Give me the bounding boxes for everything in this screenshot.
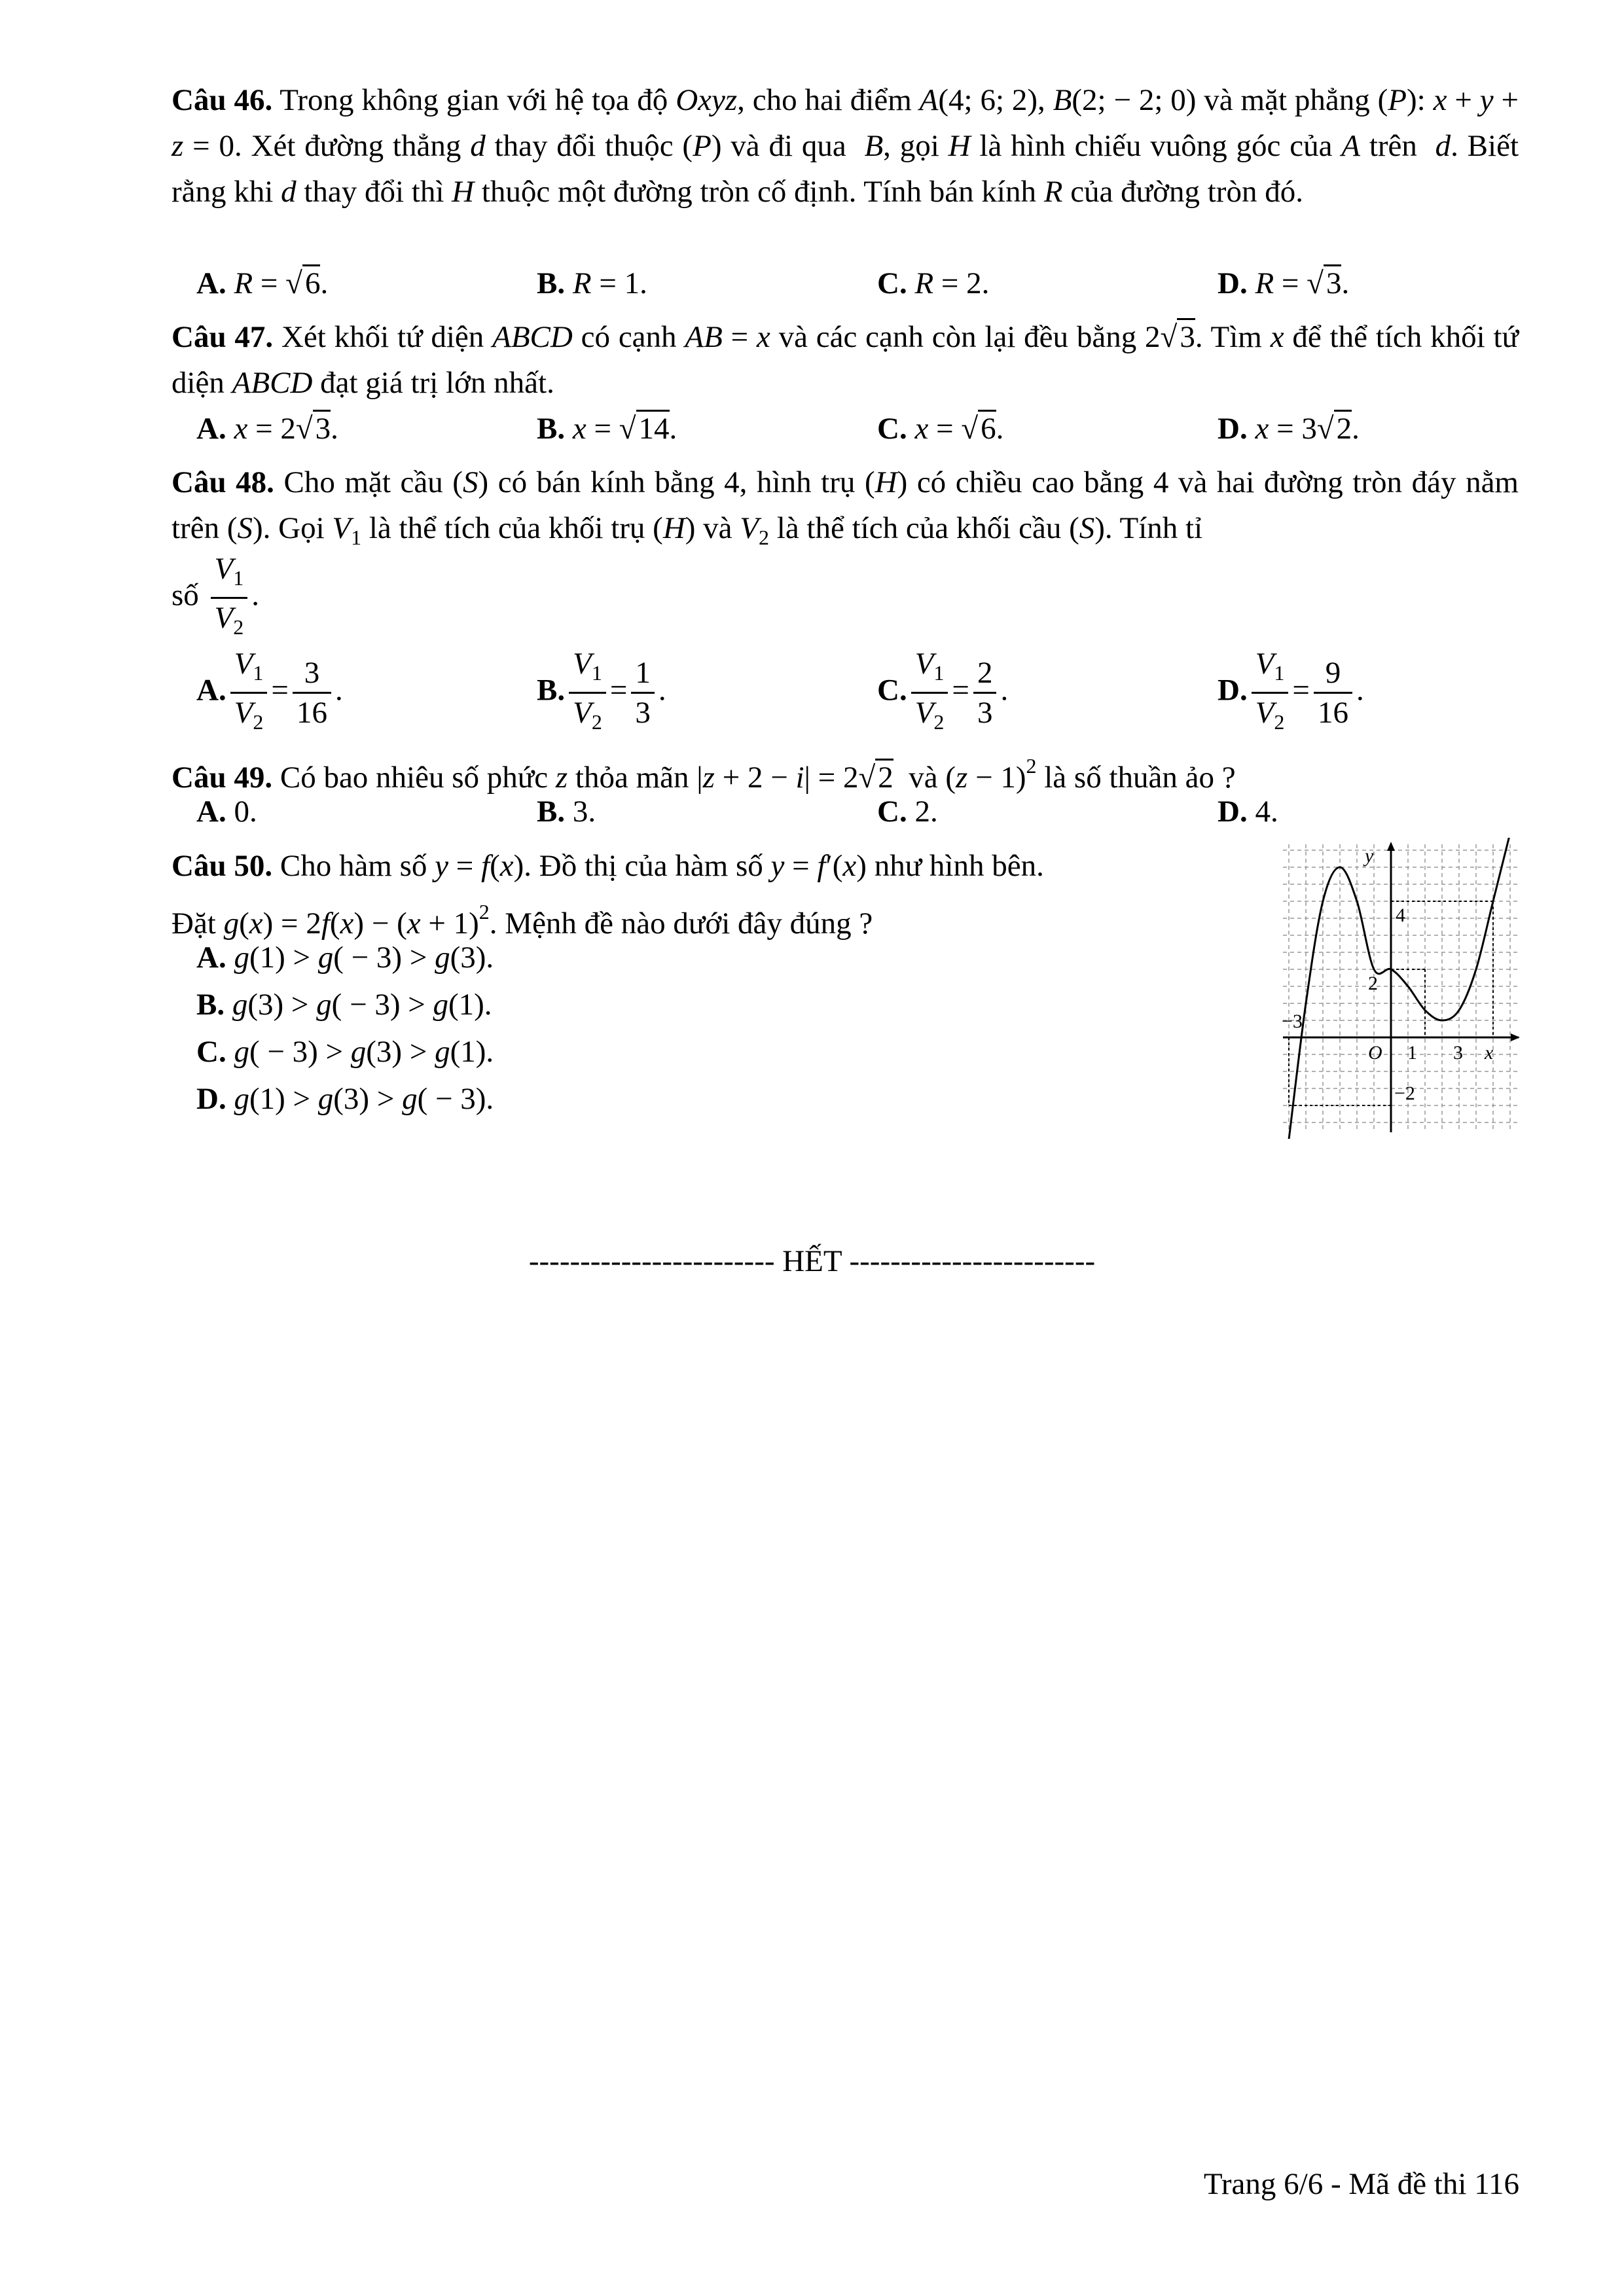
question-50: Câu 50. Cho hàm số y = f(x). Đồ thị của hàm số y = f′(x) như hình bên. Đặt $g(x) = 2f(x) - (x + 1)^2$. Mệnh đề nào dưới đây đúng ?: [171, 849, 1044, 941]
question-label: Câu 50.: [171, 849, 273, 883]
exam-page: Câu 46. Trong không gian với hệ tọa độ Oxyz, cho hai điểm A(4; 6; 2), B(2; − 2; 0) và mặt phẳng (P): x + y + z = 0. Xét đường thẳng d thay đổi thuộc (P) và đi qua B, gọi H là hình chiếu vuông góc của A trên d. Biết rằng khi d thay đổi thì H thuộc một đường tròn cố định. Tính bán kính R của đường tròn đó. A. R = √6. B. R = 1. C. R = 2. D. R = √3. Câu 47. Xét khối tứ diện ABCD có cạnh AB = x và các cạnh còn lại đều bằng 2√3. Tìm x để thể tích khối tứ diện ABCD đạt giá trị lớn nhất. A. x = 2√3. B. x = √14. C. x = √6. D. x = 3√2. Câu 48. Cho mặt cầu (S) có bán kính bằng 4, hình trụ (H) có chiều cao bằng 4 và hai đường tròn đáy nằm trên (S). Gọi $V_1$ là thể tích của khối trụ (H) và $V_2$ là thể tích của khối cầu (S). Tính tỉ số $\frac{V_1}{V_2}$ . A. $\frac{V_1}{V_2}$ = $\frac{3}{16}$ . B. $\frac{V_1}{V_2}$ = $\frac{1}{3}$ . C. $\frac{V_1}{V_2}$ = $\frac{2}{3}$ . D. $\frac{V_1}{V_2}$ = $\frac{9}{16}$ . Câu 49. Có bao nhiêu số phức z thỏa mãn |z + 2 − i| = 2√2 và $(z - 1)^2$ là số thuần ảo ? A. 0. B. 3. C. 2. D. 4. Câu 50. Cho hàm số y = f(x). Đồ thị của hàm số y = f′(x) như hình bên. Đặt $g(x) = 2f(x) - (x + 1)^2$. Mệnh đề nào dưới đây đúng ? A. g(1) > g( − 3) > g(3). B. g(3) > g( − 3) > g(1). C. g( − 3) > g(3) > g(1). D. g(1) > g(3) > g( − 3). y x O 1 3 −3 4 2 −2 ------------------------ HẾT ------------------------ Trang 6/6 - Mã đề thi 116: [0, 0, 1624, 2296]
tick-y-2: 2: [1368, 973, 1378, 994]
end-marker: ------------------------ HẾT ------------------------: [528, 1244, 1096, 1278]
tick-x-3: 3: [1453, 1042, 1463, 1064]
question-label: Câu 49.: [171, 761, 273, 795]
tick-y-neg2: −2: [1394, 1083, 1415, 1104]
tick-x-neg3: −3: [1282, 1011, 1303, 1032]
x-axis-arrow: [1511, 1033, 1520, 1041]
question-label: Câu 46.: [171, 83, 273, 117]
question-label: Câu 48.: [171, 465, 274, 499]
question-47: Câu 47. Xét khối tứ diện ABCD có cạnh AB = x và các cạnh còn lại đều bằng 2√3. Tìm x để thể tích khối tứ diện ABCD đạt giá trị lớn nhất.: [171, 314, 1519, 406]
page-footer: Trang 6/6 - Mã đề thi 116: [1203, 2167, 1519, 2201]
question-46: Câu 46. Trong không gian với hệ tọa độ Oxyz, cho hai điểm A(4; 6; 2), B(2; − 2; 0) và mặt phẳng (P): x + y + z = 0. Xét đường thẳng d thay đổi thuộc (P) và đi qua B, gọi H là hình chiếu vuông góc của A trên d. Biết rằng khi d thay đổi thì H thuộc một đường tròn cố định. Tính bán kính R của đường tròn đó.: [171, 83, 1519, 209]
origin-label: O: [1368, 1042, 1382, 1064]
question-48-ratio: số $\frac{V_1}{V_2}$ .: [171, 550, 1519, 646]
y-axis-label: y: [1365, 845, 1374, 867]
derivative-graph: [1276, 838, 1525, 1139]
question-label: Câu 47.: [171, 320, 274, 354]
y-axis-arrow: [1387, 842, 1395, 851]
x-axis-label: x: [1485, 1042, 1494, 1064]
tick-x-1: 1: [1407, 1042, 1417, 1064]
question-48: Câu 48. Cho mặt cầu (S) có bán kính bằng 4, hình trụ (H) có chiều cao bằng 4 và hai đường tròn đáy nằm trên (S). Gọi $V_1$ là thể tích của khối trụ (H) và $V_2$ là thể tích của khối cầu (S). Tính tỉ: [171, 465, 1519, 549]
options-50: A. g(1) > g( − 3) > g(3). B. g(3) > g( − 3) > g(1). C. g( − 3) > g(3) > g(1). D. g(1) > g(3) > g( − 3).: [196, 941, 494, 1116]
tick-y-4: 4: [1396, 905, 1405, 926]
question-49: Câu 49. Có bao nhiêu số phức z thỏa mãn |z + 2 − i| = 2√2 và $(z - 1)^2$ là số thuần ảo ?: [171, 754, 1236, 795]
